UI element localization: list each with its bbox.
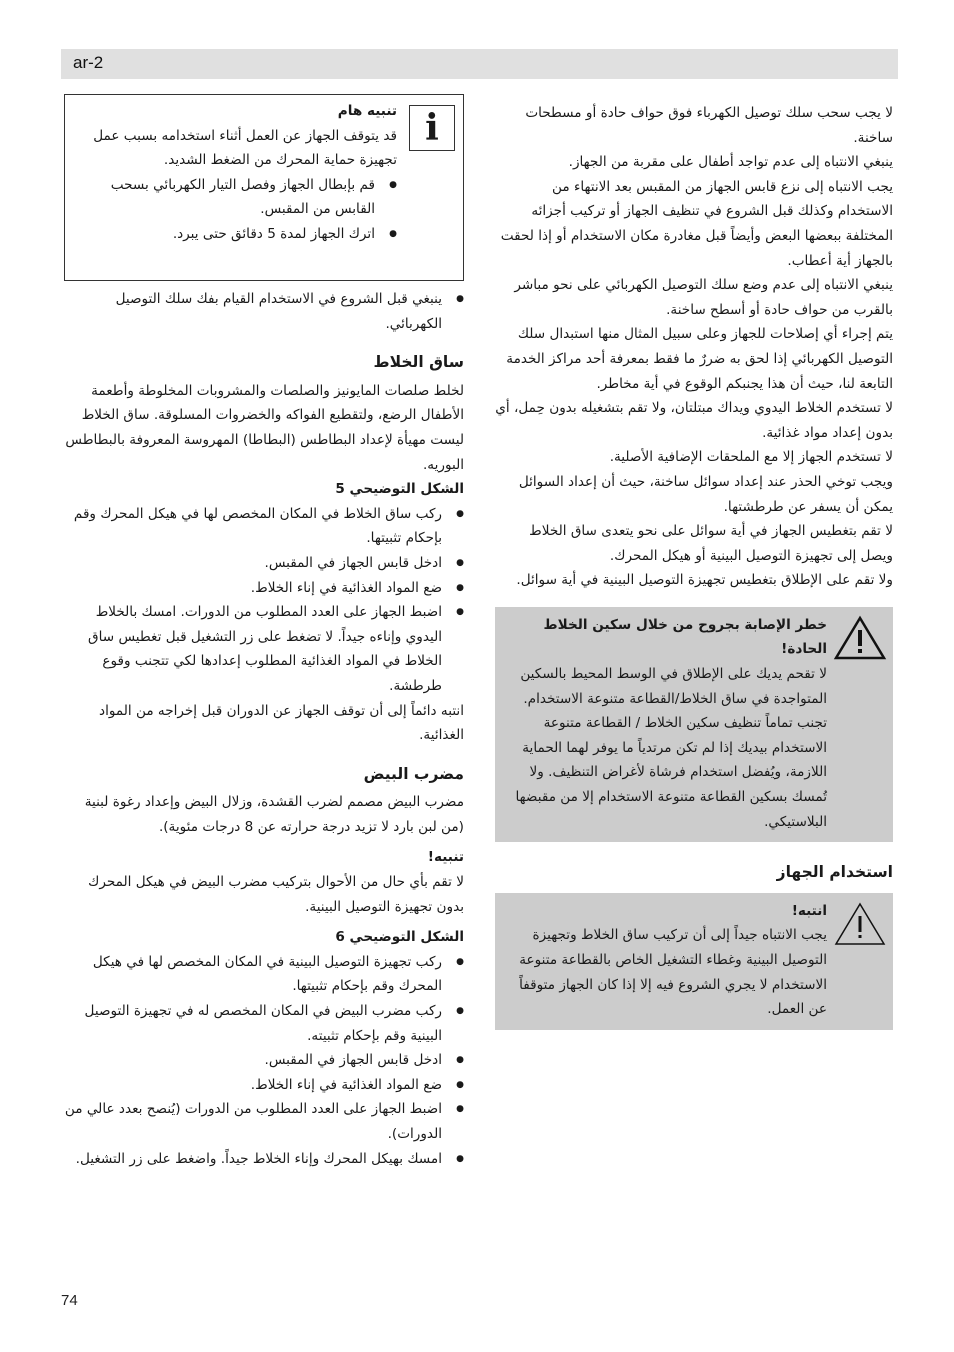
info-icon: i xyxy=(409,105,455,151)
list-item: ● اضبط الجهاز على العدد المطلوب من الدورات. امسك بالخلاط اليدوي وإناءه جيداً. لا تضغط على زر التشغيل قبل تغطيس ساق الخلاط في المواد الغذائية المطلوب إعدادها لكي تتجنب وقوع طرطشة. xyxy=(64,600,442,698)
right-column xyxy=(495,101,893,1030)
whisk-intro: مضرب البيض مصمم لضرب القشدة، وزلال البيض وإعداد رغوة لبنية (من لبن بارد لا تزيد درجة حرارته عن 8 درجات مئوية). xyxy=(84,794,464,835)
info-title: تنبيه هام xyxy=(337,103,397,119)
paragraph: يتم إجراء أي إصلاحات للجهاز وعلى سبيل المثال منها استبدال سلك التوصيل الكهربائي إذا لحق به ضررٌ ما فقط بمعرفة أحد مراكز الخدمة التابعة لنا، حيث أن هذا يجنبكم الوقوع في أية مخاطر. xyxy=(506,326,893,392)
list-item: ● ادخل قابس الجهاز في المقبس. xyxy=(64,551,442,576)
whisk-heading: مضرب البيض xyxy=(363,764,464,783)
paragraph: ولا تقم على الإطلاق بتغطيس تجهيزة التوصيل البينية في أية سوائل. xyxy=(516,572,893,589)
paragraph: ويجب توخي الحذر عند إعداد سوائل ساخنة، حيث أن إعداد السوائل يمكن أن يسفر عن طرطشتها. xyxy=(518,473,893,515)
list-item: ● ضع المواد الغذائية في إناء الخلاط. xyxy=(64,576,442,601)
page-number: 74 xyxy=(61,1292,78,1309)
list-item: ● ركب مضرب البيض في المكان المخصص له في تجهيزة التوصيل البينية وقم بإحكام تثبيته. xyxy=(64,999,442,1048)
page-code: ar-2 xyxy=(73,53,104,72)
list-item: ● ركب تجهيزة التوصيل البينية في المكان المخصص لها في هيكل المحرك وقم بإحكام تثبيتها. xyxy=(64,950,442,999)
danger-title: خطر الإصابة بجروح من خلال سكين الخلاط الحادة! xyxy=(543,616,827,658)
list-item: ● امسك بهيكل المحرك وإناء الخلاط جيداً. واضغط على زر التشغيل. xyxy=(64,1147,442,1172)
blender-intro: لخلط صلصات المايونيز والصلصات والمشروبات المخلوطة وأطعمة الأطفال الرضع، ولتقطيع الفواكه والخضروات المسلوقة. ساق الخلاط ليست مهيأة لإعداد البطاطس (البطاطا) المهروسة المعروفة بالبطاطس البوريه. xyxy=(65,382,464,473)
left-column xyxy=(64,94,464,1171)
figure-label: الشكل التوضيحي 5 xyxy=(335,481,464,498)
paragraph: لا تستخدم الخلاط اليدوي ويداك مبتلتان، ولا تقم بتشغيله بدون حِمل، أي بدون إعداد مواد غذائية. xyxy=(495,400,893,441)
warning-triangle-icon xyxy=(833,901,887,947)
figure-label: الشكل التوضيحي 6 xyxy=(335,929,464,946)
info-text: قد يتوقف الجهاز عن العمل أثناء استخدامه بسبب عمل تجهيزة حماية المحرك من الضغط الشديد. xyxy=(93,127,397,169)
list-item: ● ينبغي قبل الشروع في الاستخدام القيام بفك سلك التوصيل الكهربائي. xyxy=(64,287,442,336)
list-item: ● قم بإبطال الجهاز وفصل التيار الكهربائي بسحب القابس من المقبس. xyxy=(73,173,375,222)
list-item: ● ركب ساق الخلاط في المكان المخصص لها في هيكل المحرك وقم بإحكام تثبيتها. xyxy=(64,502,442,551)
paragraph: لا تستخدم الجهاز إلا مع الملحقات الإضافية الأصلية. xyxy=(609,449,893,466)
danger-text: لا تقحم يديك على الإطلاق في الوسط المحيط بالسكين المتواجدة في ساق الخلاط/القطاعة متنوعة الاستخدام. تجنب تماماً تنظيف سكين الخلاط / القطاعة متنوعة الاستخدام بيديك إذا لم تكن مرتدياً ما يوفر لهما الحماية اللازمة، ويُفضل استخدام فرشاة لأغراض التنظيف. ولا تُمسك بسكين القطاعة متنوعة الاستخدام إلا من مقبضها البلاستيكي. xyxy=(515,666,827,830)
caution-title: تنبيه! xyxy=(427,849,464,866)
paragraph: لا تقم بتغطيس الجهاز في أية سوائل على نحو يتعدى ساق الخلاط ويصل إلى تجهيزة التوصيل البينية أو هيكل المحرك. xyxy=(529,523,893,564)
paragraph: ينبغي الانتباه إلى عدم وضع سلك التوصيل الكهربائي على نحو مباشر بالقرب من حواف حادة أو أسطح ساخنة. xyxy=(514,277,893,318)
usage-heading: استخدام الجهاز xyxy=(776,863,893,882)
attention-title: انتبه! xyxy=(791,902,827,919)
attention-text: يجب الانتباه جيداً إلى أن تركيب ساق الخلاط وتجهيزة التوصيل البينية وغطاء التشغيل الخاص بالقطاعة متنوعة الاستخدام لا يجري الشروع فيه إلا إذا كان الجهاز متوقفاً عن العمل. xyxy=(519,927,827,1018)
list-item: ● ادخل قابس الجهاز في المقبس. xyxy=(64,1048,442,1073)
attention-box xyxy=(495,893,893,1030)
list-item: ● اترك الجهاز لمدة 5 دقائق حتى يبرد. xyxy=(73,222,375,247)
list-item: ● ضع المواد الغذائية في إناء الخلاط. xyxy=(64,1073,442,1098)
danger-box xyxy=(495,607,893,842)
info-box xyxy=(64,94,464,281)
caution-text: لا تقم بأي حال من الأحوال بتركيب مضرب البيض في هيكل المحرك بدون تجهيزة التوصيل البينية. xyxy=(88,874,464,915)
blender-note: انتبه دائماً إلى أن توقف الجهاز عن الدوران قبل إخراجه من المواد الغذائية. xyxy=(99,702,464,744)
page-header-bar xyxy=(61,49,898,79)
paragraph: يجب الانتباه إلى نزع قابس الجهاز من المقبس بعد الانتهاء من الاستخدام وكذلك قبل الشروع في تنظيف الجهاز أو تركيب أجزائه المختلفة ببعضها البعض وأيضاً قبل مغادرة مكان الاستخدام أو إذا لحقت بالجهاز أية أعطاب. xyxy=(500,178,893,269)
paragraph: ينبغي الانتباه إلى عدم تواجد أطفال على مقربة من الجهاز. xyxy=(568,154,893,171)
blender-heading: ساق الخلاط xyxy=(373,353,464,372)
paragraph: لا يجب سحب سلك توصيل الكهرباء فوق حواف حادة أو مسطحات ساخنة. xyxy=(525,105,893,146)
list-item: ● اضبط الجهاز على العدد المطلوب من الدورات (يُنصح بعدد عالي من الدورات). xyxy=(64,1097,442,1146)
warning-triangle-icon xyxy=(833,615,887,661)
